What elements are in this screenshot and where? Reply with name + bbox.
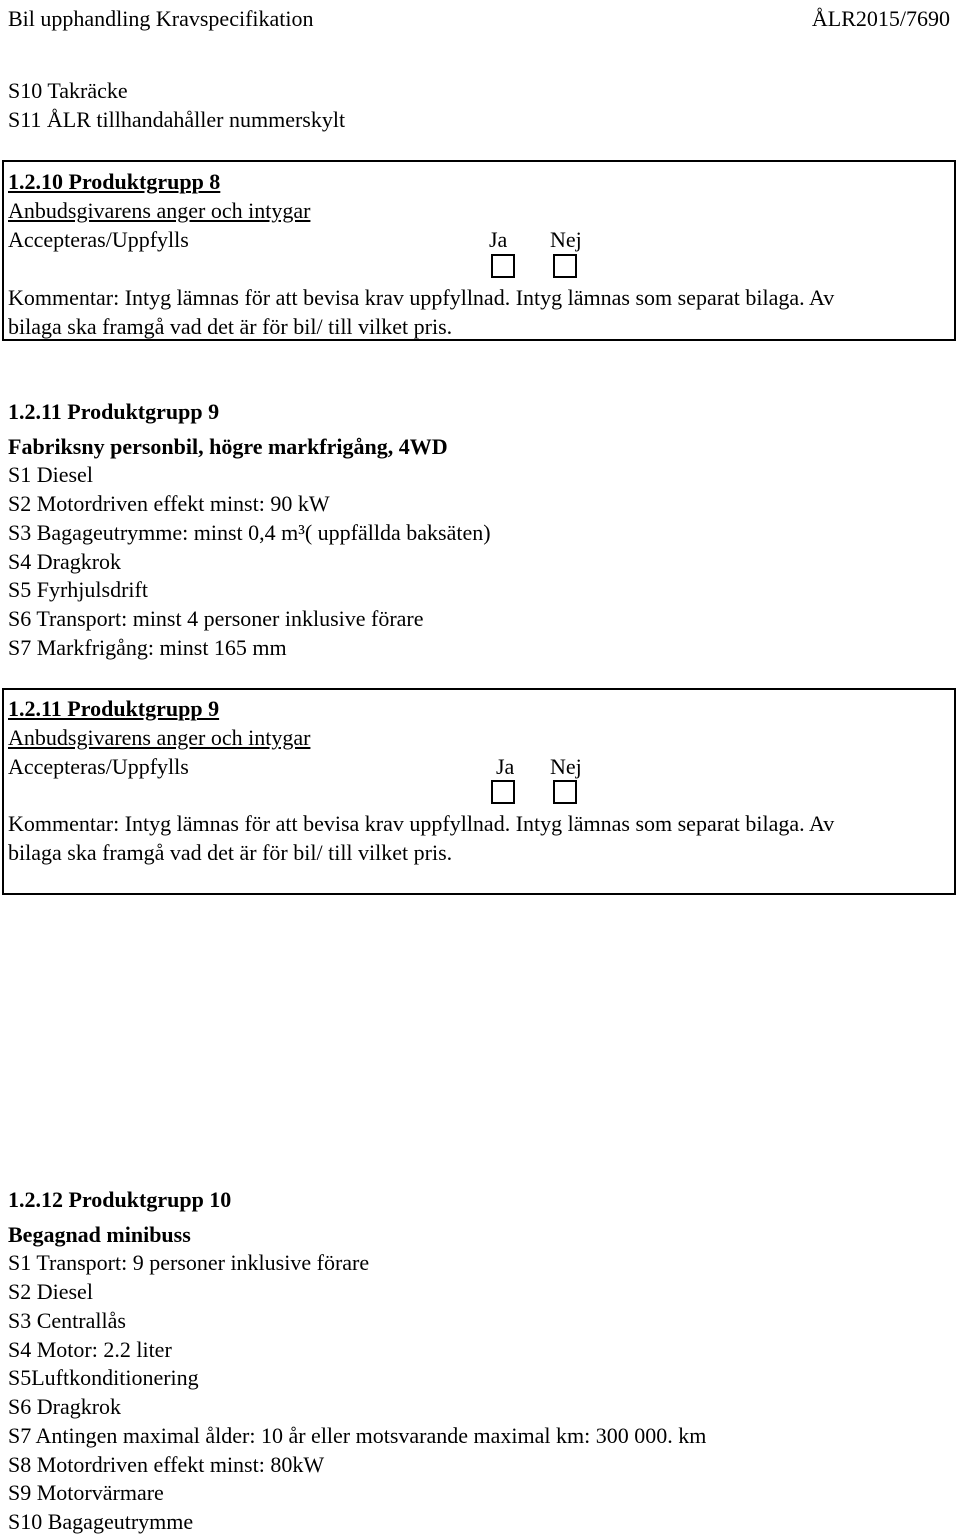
list-item: S10 Takräcke: [8, 78, 128, 103]
comment-text: Kommentar: Intyg lämnas för att bevisa krav uppfyllnad. Intyg lämnas som separat bilaga. Av: [8, 811, 835, 836]
list-item: S4 Dragkrok: [8, 549, 122, 574]
no-label: Nej: [550, 754, 582, 779]
list-item: S4 Motor: 2.2 liter: [8, 1337, 172, 1362]
section-title: Begagnad minibuss: [8, 1222, 191, 1247]
document-title: Bil upphandling Kravspecifikation: [8, 6, 314, 31]
list-item: S2 Diesel: [8, 1279, 93, 1304]
box-subheading: Anbudsgivarens anger och intygar: [8, 198, 311, 223]
comment-text: bilaga ska framgå vad det är för bil/ till vilket pris.: [8, 840, 453, 865]
list-item: S11 ÅLR tillhandahåller nummerskylt: [8, 107, 346, 132]
list-item: S6 Transport: minst 4 personer inklusive förare: [8, 606, 424, 631]
comment-text: bilaga ska framgå vad det är för bil/ till vilket pris.: [8, 314, 453, 339]
yes-label: Ja: [489, 227, 508, 252]
list-item: S1 Diesel: [8, 462, 93, 487]
list-item: S10 Bagageutrymme: [8, 1509, 194, 1534]
list-item: S6 Dragkrok: [8, 1394, 122, 1419]
yes-checkbox[interactable]: [491, 254, 515, 278]
no-checkbox[interactable]: [553, 780, 577, 804]
list-item: S9 Motorvärmare: [8, 1480, 164, 1505]
list-item: S2 Motordriven effekt minst: 90 kW: [8, 491, 330, 516]
list-item: S3 Centrallås: [8, 1308, 126, 1333]
box-subheading: Anbudsgivarens anger och intygar: [8, 725, 311, 750]
list-item: S3 Bagageutrymme: minst 0,4 m³( uppfällda baksäten): [8, 520, 491, 545]
yes-label: Ja: [496, 754, 515, 779]
document-reference: ÅLR2015/7690: [811, 6, 950, 31]
list-item: S1 Transport: 9 personer inklusive förare: [8, 1250, 370, 1275]
list-item: S7 Markfrigång: minst 165 mm: [8, 635, 287, 660]
box-heading: 1.2.11 Produktgrupp 9: [8, 696, 220, 721]
no-label: Nej: [550, 227, 582, 252]
yes-checkbox[interactable]: [491, 780, 515, 804]
section-heading: 1.2.12 Produktgrupp 10: [8, 1187, 232, 1212]
list-item: S5 Fyrhjulsdrift: [8, 577, 148, 602]
no-checkbox[interactable]: [553, 254, 577, 278]
list-item: S7 Antingen maximal ålder: 10 år eller motsvarande maximal km: 300 000. km: [8, 1423, 707, 1448]
box-heading: 1.2.10 Produktgrupp 8: [8, 169, 221, 194]
section-title: Fabriksny personbil, högre markfrigång, 4WD: [8, 434, 448, 459]
section-heading: 1.2.11 Produktgrupp 9: [8, 399, 220, 424]
accept-label: Accepteras/Uppfylls: [8, 227, 189, 252]
list-item: S8 Motordriven effekt minst: 80kW: [8, 1452, 325, 1477]
list-item: S5Luftkonditionering: [8, 1365, 199, 1390]
comment-text: Kommentar: Intyg lämnas för att bevisa krav uppfyllnad. Intyg lämnas som separat bilaga. Av: [8, 285, 835, 310]
accept-label: Accepteras/Uppfylls: [8, 754, 189, 779]
